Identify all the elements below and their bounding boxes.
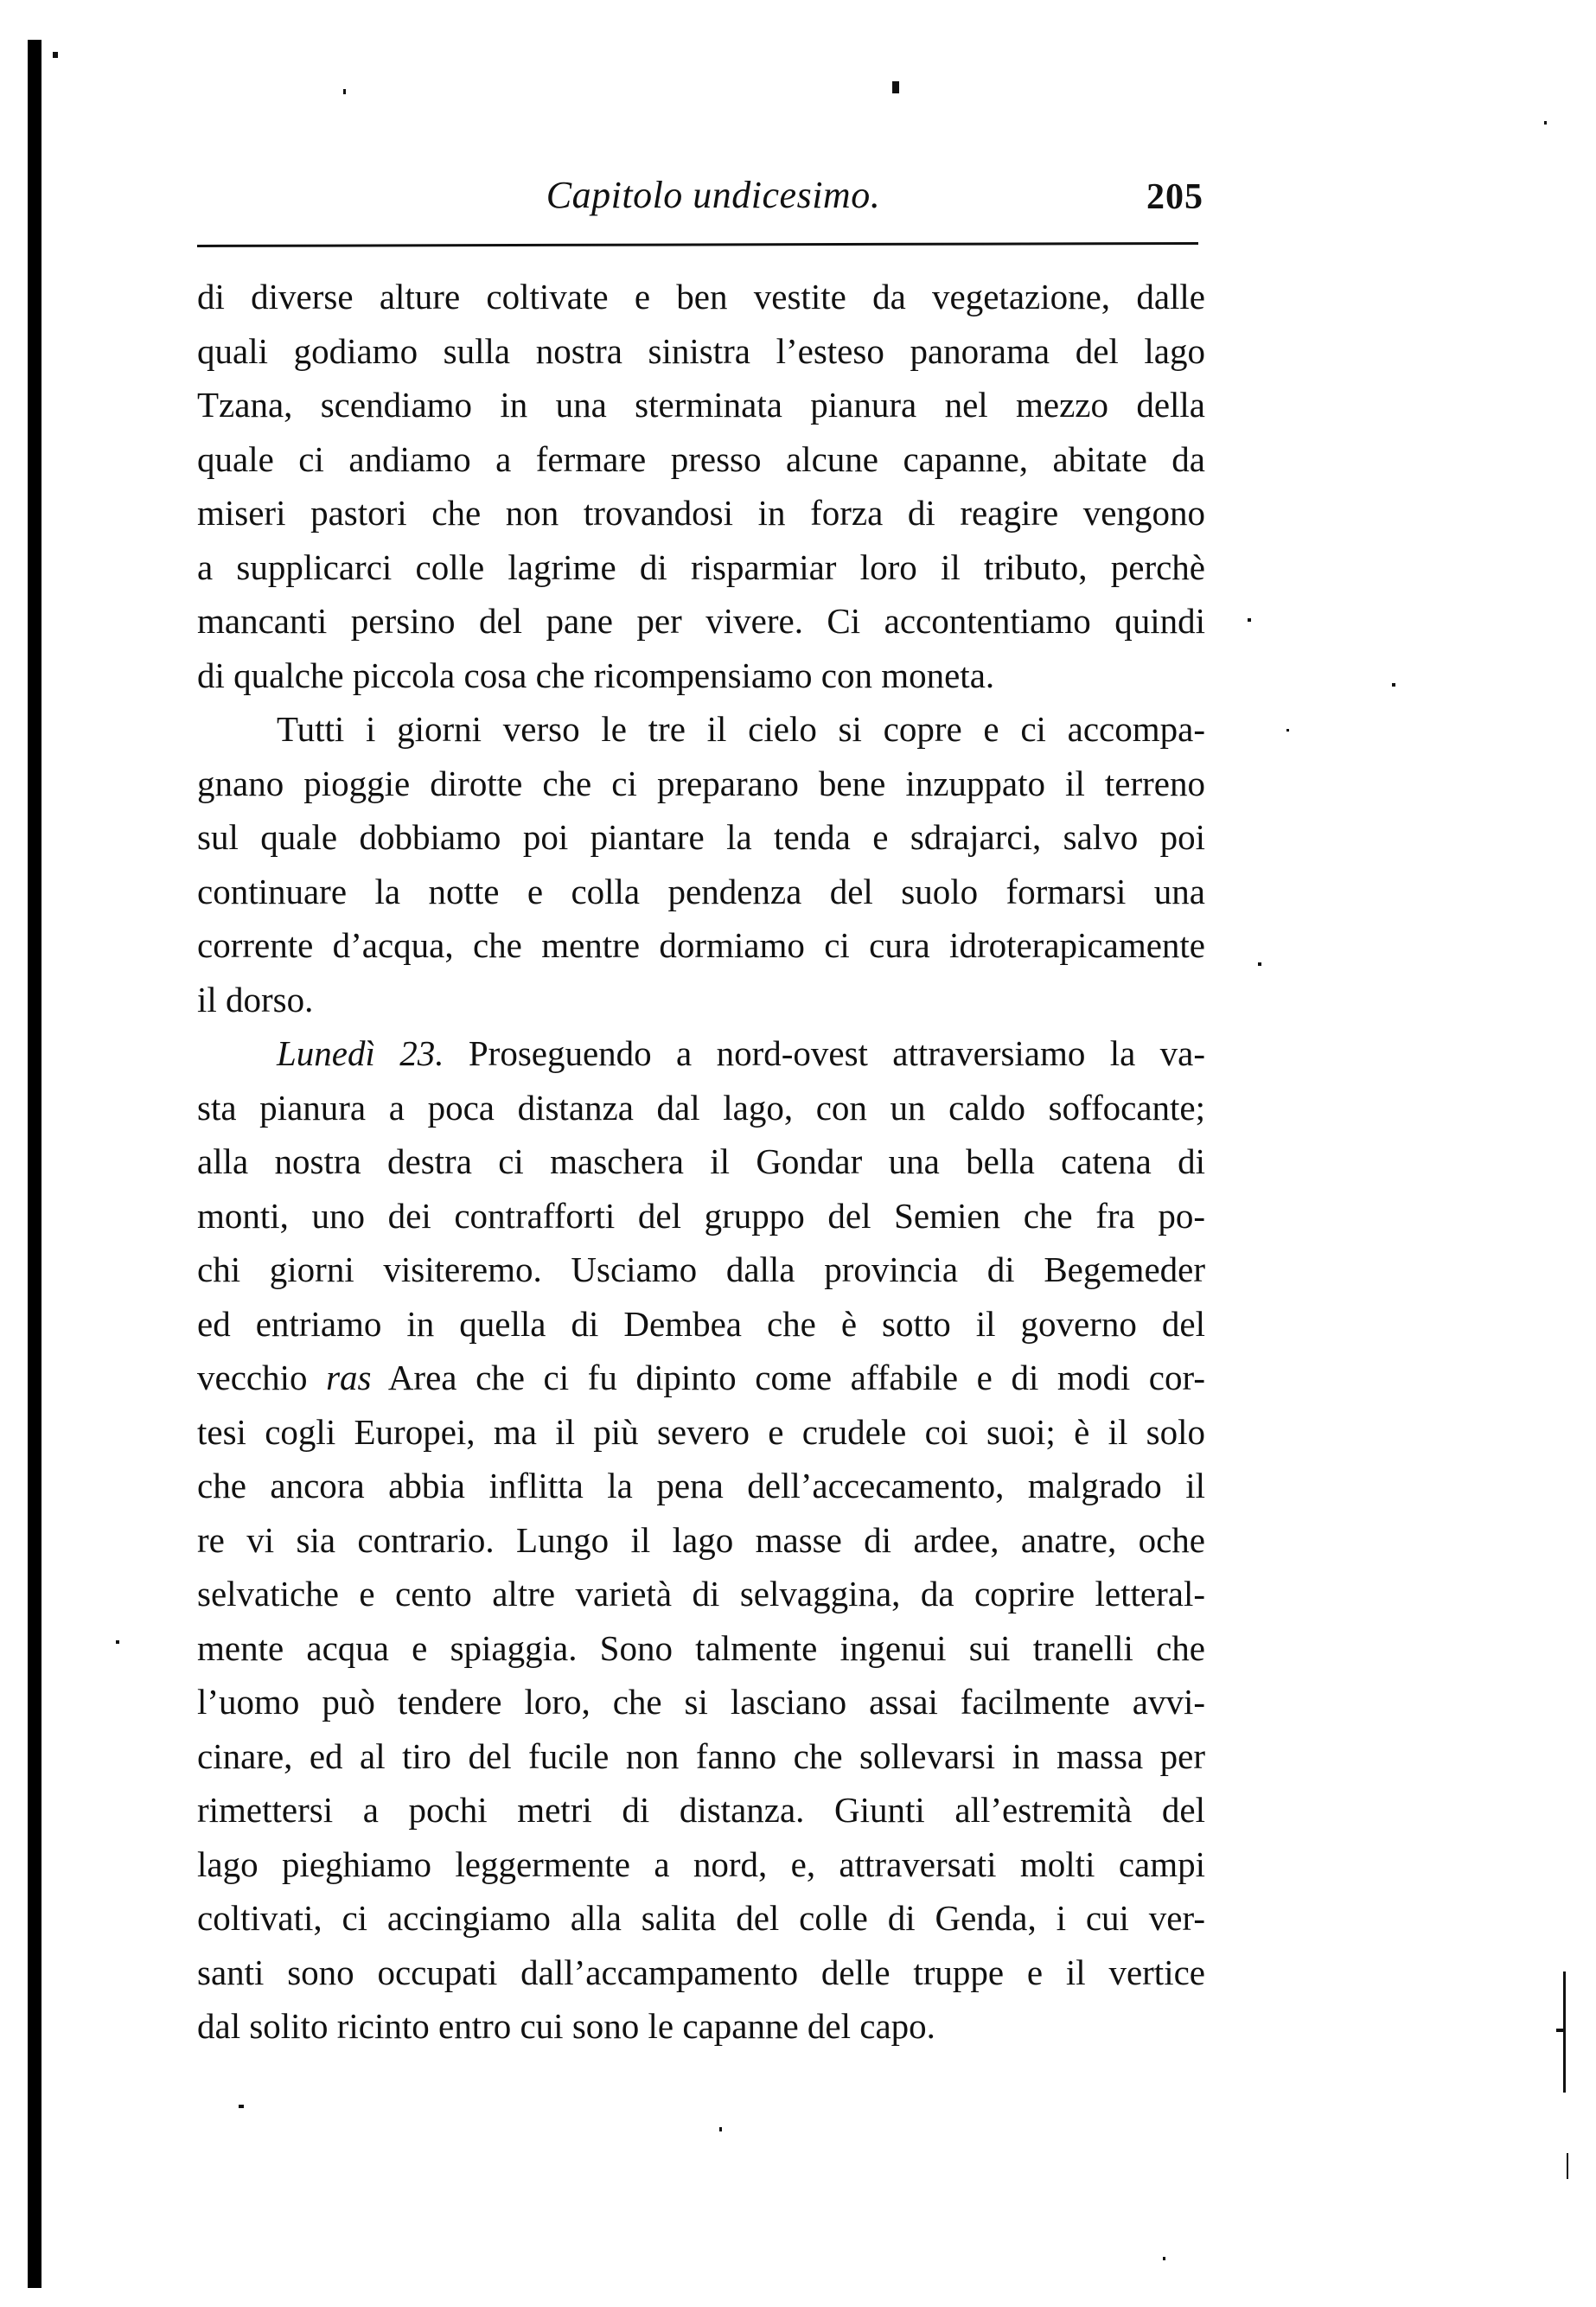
text-line: tesi cogli Europei, ma il più severo e crudele coi suoi; è il solo — [197, 1411, 1205, 1452]
running-head — [197, 169, 1203, 230]
italic-term: ras — [326, 1358, 372, 1397]
text-line: alla nostra destra ci maschera il Gondar una bella catena di — [197, 1141, 1205, 1181]
header-rule — [197, 242, 1198, 247]
text-line: Tutti i giorni verso le tre il cielo si copre e ci accompa- — [277, 709, 1205, 749]
text-line — [197, 1351, 1205, 1405]
scan-speck — [1544, 121, 1547, 125]
text-run: Proseguendo a nord-ovest attraversiamo la va- — [468, 1033, 1206, 1073]
text-line: quali godiamo sulla nostra sinistra l’esteso panorama del lago — [197, 330, 1205, 371]
text-run: vecchio — [197, 1358, 308, 1397]
text-line: sta pianura a poca distanza dal lago, con un caldo soffocante; — [197, 1087, 1205, 1128]
text-line: a supplicarci colle lagrime di risparmiar loro il tributo, perchè — [197, 546, 1205, 587]
text-line: l’uomo può tendere loro, che si lasciano assai facilmente avvi- — [197, 1682, 1205, 1722]
page-number: 205 — [1146, 177, 1203, 217]
scan-speck — [53, 52, 58, 58]
text-line: rimettersi a pochi metri di distanza. Giunti all’estremità del — [197, 1790, 1205, 1830]
text-line: miseri pastori che non trovandosi in forza di reagire vengono — [197, 493, 1205, 533]
scan-speck — [1258, 962, 1261, 966]
scan-speck — [1163, 2257, 1165, 2260]
text-line: lago pieghiamo leggermente a nord, e, attraversati molti campi — [197, 1844, 1205, 1884]
text-line: sul quale dobbiamo poi piantare la tenda e sdrajarci, salvo poi — [197, 817, 1205, 857]
scan-speck — [239, 2105, 244, 2108]
text-line — [197, 1026, 1205, 1081]
text-line: mancanti persino del pane per vivere. Ci accontentiamo quindi — [197, 601, 1205, 641]
scan-speck — [1248, 618, 1251, 622]
scan-speck — [116, 1640, 119, 1644]
text-line: corrente d’acqua, che mentre dormiamo ci cura idroterapicamente — [197, 925, 1205, 965]
text-line: monti, uno dei contrafforti del gruppo del Semien che fra po- — [197, 1195, 1205, 1236]
text-line: selvatiche e cento altre varietà di selvaggina, da coprire letteral- — [197, 1574, 1205, 1614]
text-line: continuare la notte e colla pendenza del suolo formarsi una — [197, 871, 1205, 911]
scan-speck — [1286, 729, 1289, 732]
paragraph-2 — [197, 702, 1205, 1026]
scan-speck — [1563, 1971, 1566, 2093]
date-day: 23. — [399, 1033, 444, 1073]
text-line: ed entriamo in quella di Dembea che è sotto il governo del — [197, 1303, 1205, 1344]
scan-speck — [343, 89, 346, 94]
text-line: il dorso. — [197, 979, 314, 1019]
text-line: che ancora abbia inflitta la pena dell’accecamento, malgrado il — [197, 1466, 1205, 1505]
text-line: mente acqua e spiaggia. Sono talmente ingenui sui tranelli che — [197, 1627, 1205, 1668]
text-run: Area che ci fu dipinto come affabile e di modi cor- — [387, 1358, 1205, 1397]
paragraph-1 — [197, 270, 1205, 702]
scan-speck — [719, 2127, 722, 2131]
scan-left-edge — [28, 40, 41, 2288]
text-line: quale ci andiamo a fermare presso alcune capanne, abitate da — [197, 438, 1205, 479]
text-line: di qualche piccola cosa che ricompensiamo con moneta. — [197, 655, 995, 695]
text-line: cinare, ed al tiro del fucile non fanno che sollevarsi in massa per — [197, 1735, 1205, 1776]
text-line: chi giorni visiteremo. Usciamo dalla provincia di Begemeder — [197, 1249, 1205, 1289]
text-line: Tzana, scendiamo in una sterminata pianura nel mezzo della — [197, 385, 1205, 425]
scan-speck — [1567, 2153, 1568, 2179]
paragraph-3 — [197, 1026, 1205, 2054]
body-text — [197, 270, 1205, 2054]
text-line: gnano pioggie dirotte che ci preparano bene inzuppato il terreno — [197, 763, 1205, 803]
scan-speck — [1392, 683, 1395, 687]
scan-speck — [892, 81, 899, 93]
text-line: santi sono occupati dall’accampamento delle truppe e il vertice — [197, 1952, 1205, 1992]
date-label: Lunedì — [277, 1033, 375, 1073]
scan-speck — [1556, 2029, 1563, 2032]
chapter-running-title: Capitolo undicesimo. — [546, 174, 881, 216]
text-line: coltivati, ci accingiamo alla salita del colle di Genda, i cui ver- — [197, 1898, 1205, 1938]
text-line: dal solito ricinto entro cui sono le capanne del capo. — [197, 2006, 935, 2046]
text-line: di diverse alture coltivate e ben vestite da vegetazione, dalle — [197, 277, 1205, 316]
text-line: re vi sia contrario. Lungo il lago masse di ardee, anatre, oche — [197, 1519, 1205, 1560]
